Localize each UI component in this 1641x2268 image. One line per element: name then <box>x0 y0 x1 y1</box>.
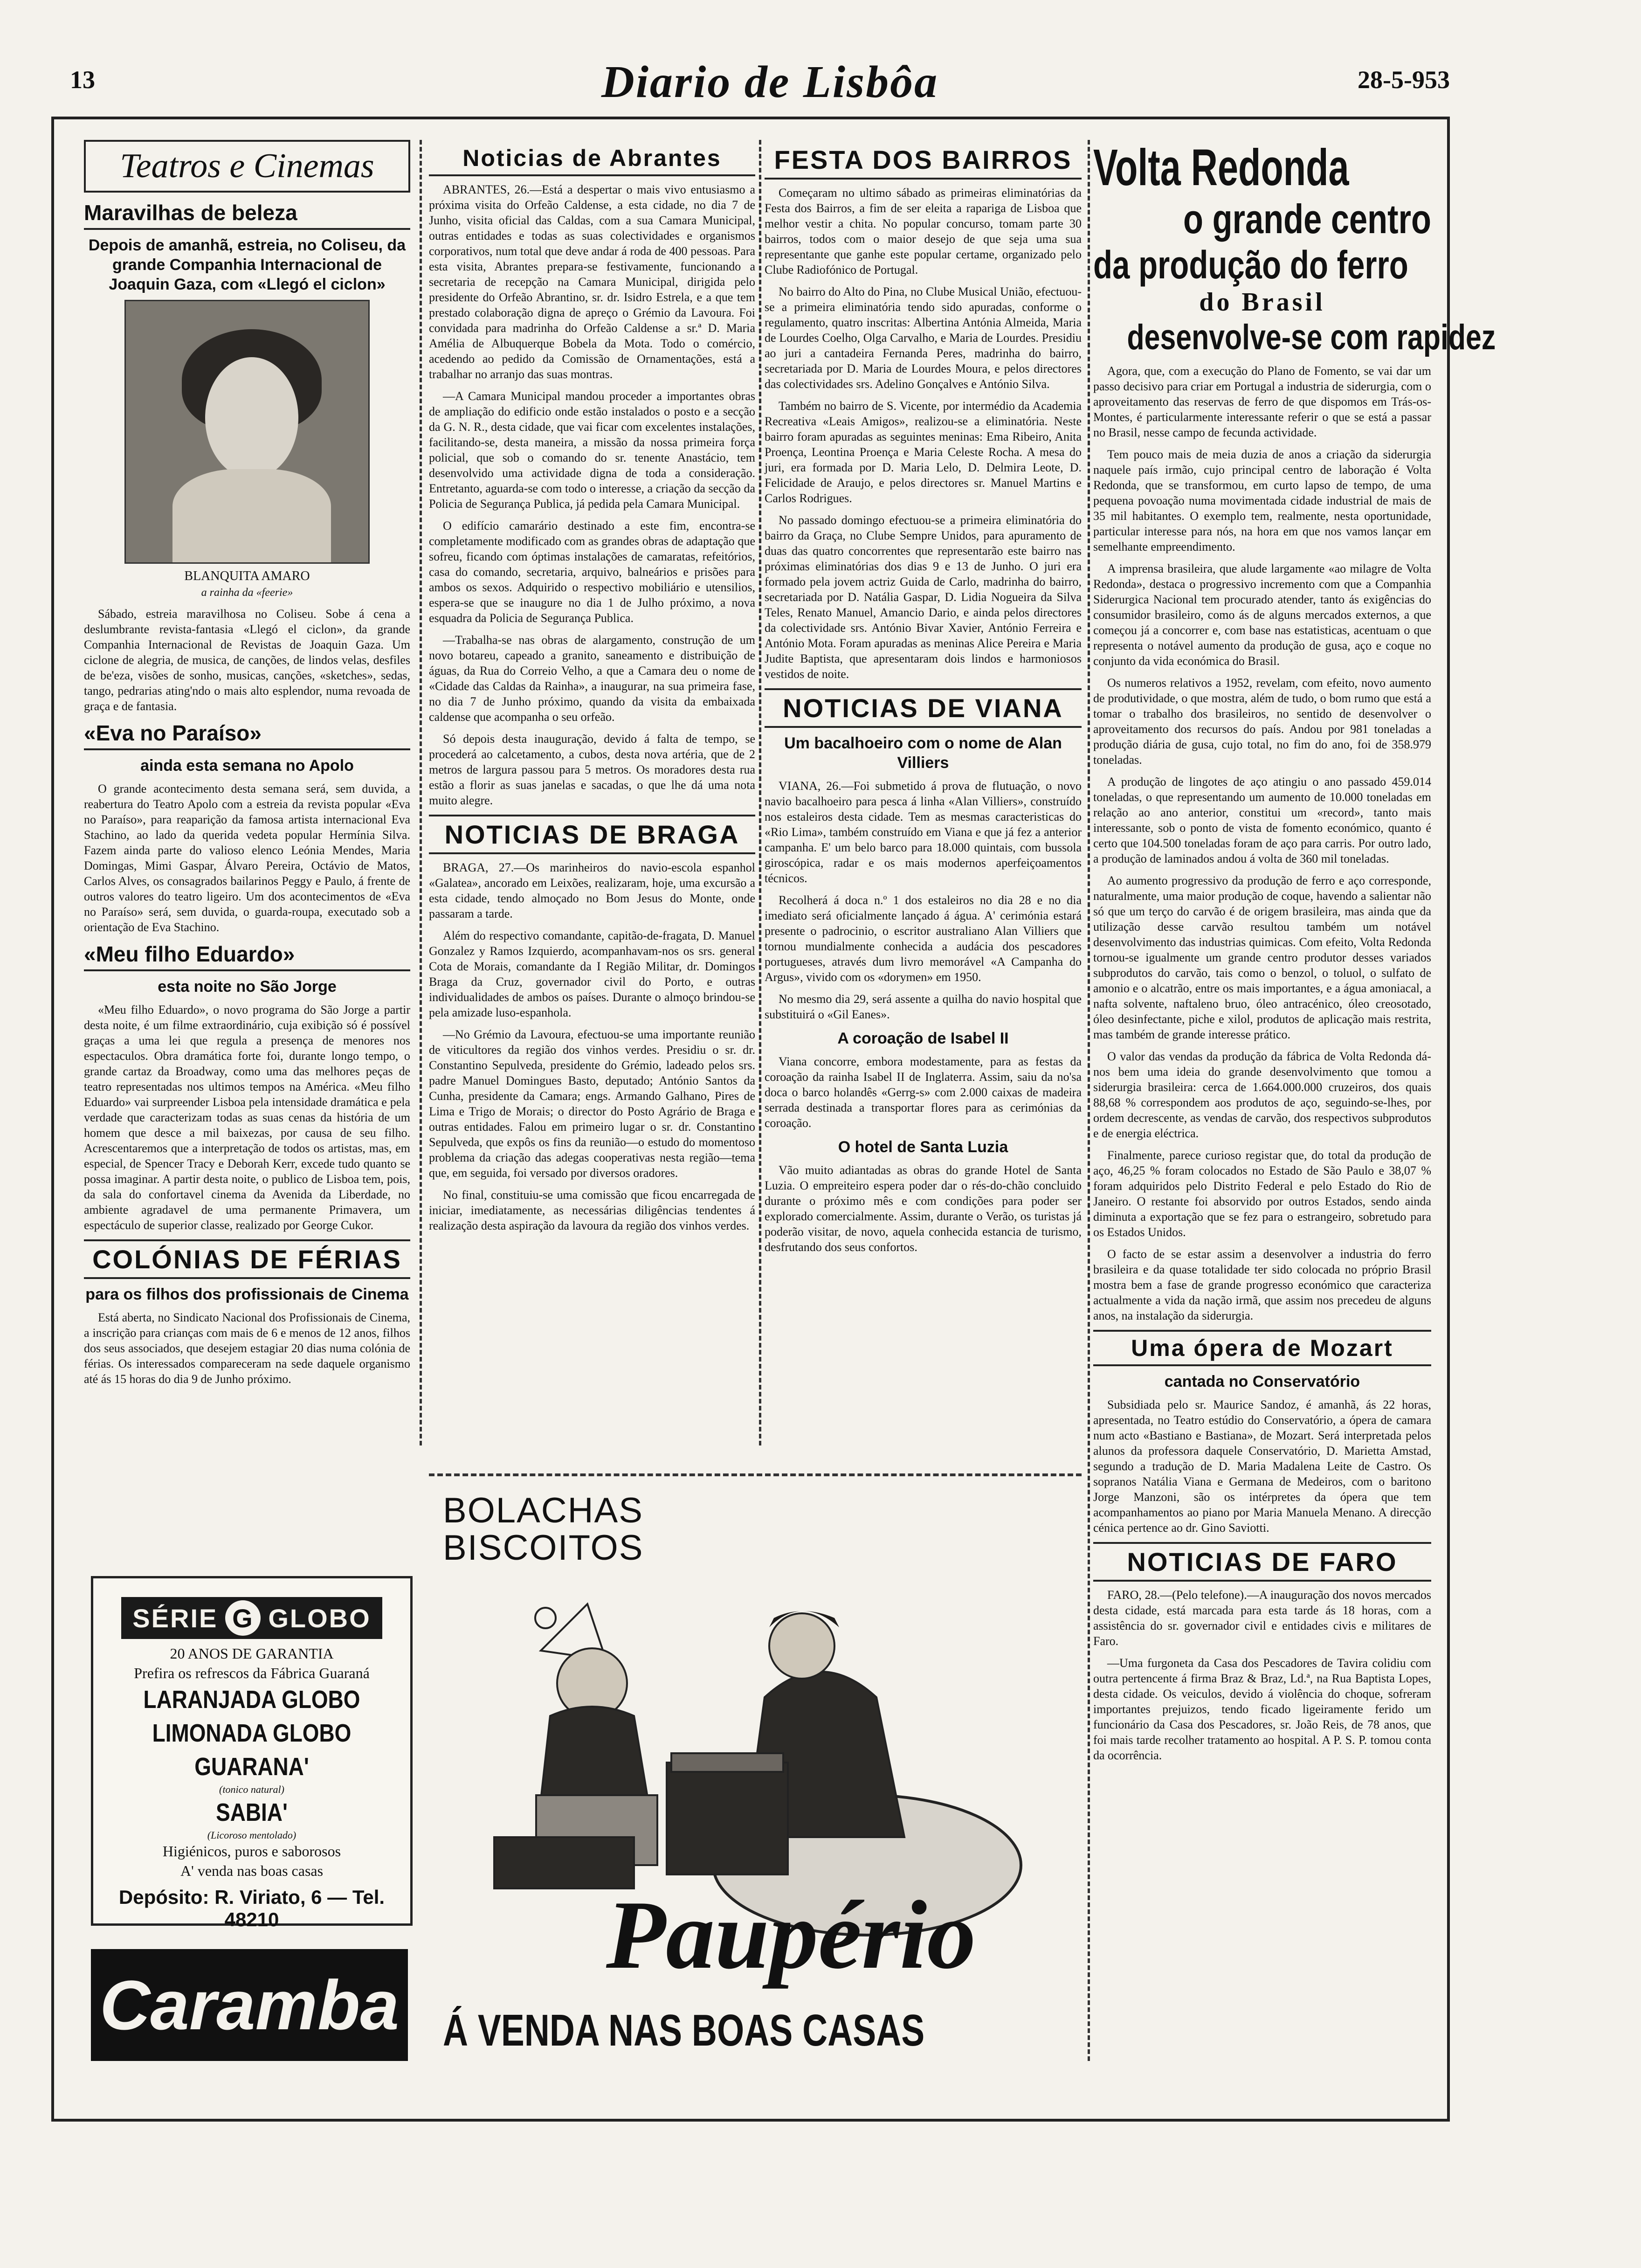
pauperio-advertisement <box>429 1473 1082 2080</box>
ad-heading: BOLACHAS BISCOITOS <box>443 1491 644 1568</box>
section-title: Teatros e Cinemas <box>84 140 410 193</box>
product-note: (tonico natural) <box>219 1784 284 1795</box>
article-paragraph: —No Grémio da Lavoura, efectuou-se uma importante reunião de viticultores da região dos vinhos verdes. Presidiu o sr. dr. Constantino Sepulveda, presidente do Grémio, ladeado pelos srs. padre Manuel Domingues Basto, deputado; António Santos da Cunha, presidente da Camara; engs. Armando Galhano, Pires de Lima e Trigo de Morais; o director do Posto Agrário de Braga e outras entidades. Falou em primeiro lugar o sr. dr. Constantino Sepulveda, que expôs os fins da reunião—o estudo do momentoso problema da criação das adegas cooperativas nesta região—tema que, em seguida, foi versado por diversos oradores. <box>429 1028 755 1180</box>
deck: ainda esta semana no Apolo <box>140 757 354 774</box>
deck: esta noite no São Jorge <box>158 978 337 996</box>
headline: Volta Redonda <box>1093 139 1349 196</box>
article-paragraph: Também no bairro de S. Vicente, por intermédio da Academia Recreativa «Leais Amigos», realizou-se a eliminatória. Neste bairro foram apuradas as seguintes meninas: Ema Ribeiro, Anita Proença, Leontina Proença e Maria Celeste Rocha. A mesa do juri, era formada por D. Maria Lelo, D. Delmira Leote, D. Felicidade de Araujo, e pelos directores sr. Manuel Martins e Carlos Rodrigues. <box>765 399 1082 505</box>
headline: «Meu filho Eduardo» <box>84 941 410 971</box>
column-volta-redonda <box>1093 139 1496 2112</box>
article-paragraph: No bairro do Alto do Pina, no Clube Musical União, efectuou-se a primeira eliminatória tendo sido apuradas, conforme o regulamento, quatro inscritas: Albertina Antónia Almeida, Maria de Lourdes Coelho, Olga Carvalho, e Maria de Lourdes. Presidiu ao juri a cantadeira Fernanda Peres, madrinha do bairro, secretariada por D. Maria de Lourdes Moura, e pelos directores das colectividades srs. Adelino Gonçalves e António Silva. <box>765 285 1082 391</box>
article-paragraph: FARO, 28.—(Pelo telefone).—A inauguração dos novos mercados desta cidade, está marcada para esta tarde ás 18 horas, com a assistência do sr. governador civil e entidades civis e militares de Faro. <box>1093 1588 1431 1648</box>
article-paragraph: ABRANTES, 26.—Está a despertar o mais vivo entusiasmo a próxima visita do Orfeão Caldense, a esta cidade, no dia 7 de Junho, visita oficial das Caldas, com a sua Camara Municipal, outras entidades e todas as suas colectividades e organismos corporativos, num total que deve andar á roda de 400 pessoas. Para esta visita, Abrantes prepara-se festivamente, funcionando a secretaria de recepção na Camara Municipal, dirigida pelo presidente do Orfeão Abrantino, sr. dr. Isidro Estrela, e a que tem prestado colaboração digna de apreço o Grémio da Lavoura. Foi convidada para madrinha do Orfeão Caldense a sr.ª D. Maria Amélia de Albuquerque Bobela da Mota. Todo o comércio, acedendo ao pedido da Comissão de Ornamentações, está a trabalhar no arranjo das suas montras. <box>429 183 755 381</box>
article-paragraph: Viana concorre, embora modestamente, para as festas da coroação da rainha Isabel II de Inglaterra. Assim, saiu da no'sa doca o barco holandês «Gerrg-s» com 2.000 caixas de madeira serrada destinada a transportar flores para as cerimónias da coroação. <box>765 1055 1082 1130</box>
deck: Depois de amanhã, estreia, no Coliseu, da grande Companhia Internacional de Joaquin Gaza, com «Llegó el ciclon» <box>88 236 406 293</box>
article-paragraph: —Trabalha-se nas obras de alargamento, construção de um novo botareu, capeado a granito, saneamento e distribuição de águas, da Rua do Correio Velho, a que a Camara deu o nome de «Cidade das Caldas da Rainha», a inaugurar, na sua primeira fase, no dia 7 de Junho próximo, quando da visita da embaixada caldense que acompanha o seu orfeão. <box>429 633 755 724</box>
headline-sub: da produção do ferro <box>1093 243 1408 287</box>
article-paragraph: A produção de lingotes de aço atingiu o ano passado 459.014 toneladas, o que representando um aumento de 10.000 toneladas em relação ao ano anterior, constitui um «record», tanto mais interessante, sob o ponto de vista de fomento económico, quanto é certo que 104.500 toneladas foram de aço para carris. Por outro lado, a produção de laminados andou á volta de 360 mil toneladas. <box>1093 775 1431 865</box>
caramba-advertisement: Caramba <box>91 1949 408 2061</box>
product-note: (Licoroso mentolado) <box>207 1829 296 1841</box>
article-paragraph: Finalmente, parece curioso registar que, do total da produção de aço, 46,25 % foram colocados no Estado de São Paulo e 38,07 % foram adquiridos pelo Distrito Federal e pelo Estado do Rio de Janeiro. O restante foi absorvido por outros Estados, sendo ainda diminuta a exportação que se fez para o estrangeiro, sobretudo para os Estados Unidos. <box>1093 1148 1431 1239</box>
article-body: «Meu filho Eduardo», o novo programa do São Jorge a partir desta noite, é um filme extraordinário, cuja exibição só é possível graças a uma lei que regula a presença de menores nos espectaculos. Obra dramática forte foi, durante longo tempo, o grande cartaz da Broadway, como uma das melhores peças de teatro representadas nos ultimos tempos na América. «Meu filho Eduardo» vai surpreender Lisboa pela intensidade dramática e pela verdade que caracterizam todas as suas cenas da história de um homem que desce a mil baixezas, por causa de seu filho. Acrescentaremos que a interpretação de todos os artistas, mas, em especial, de Spencer Tracy e Deborah Kerr, excede tudo quanto se possa imaginar. A partir desta noite, o publico de Lisboa tem, pois, da sala do confortavel cinema da Avenida da Liberdade, no ambiente agradavel de uma permanente Primavera, um espectáculo de superior classe, realizado por George Cukor. <box>84 1003 410 1232</box>
headline: NOTICIAS DE BRAGA <box>429 815 755 854</box>
ad-text: A' venda nas boas casas <box>180 1862 324 1879</box>
article-paragraph: Agora, que, com a execução do Plano de Fomento, se vai dar um passo decisivo para criar em Portugal a industria de siderurgia, com o aproveitamento das reservas de ferro de que dispomos em Trás-os-Montes, é particularmente interessante referir o que se está a passar no Brasil, nesse campo de fecunda actividade. <box>1093 364 1431 439</box>
article-paragraph: Começaram no ultimo sábado as primeiras eliminatórias da Festa dos Bairros, a fim de ser eleita a rapariga de Lisboa que melhor vestir a chita. No popular concurso, tomam parte 30 bairros, todos com o maior desejo de que seja uma sua representante que ganhe este popular certame, organizado pelo Clube Radiofónico de Portugal. <box>765 186 1082 277</box>
globo-advertisement <box>91 1576 413 1930</box>
column-rule <box>759 140 761 1445</box>
headline: Maravilhas de beleza <box>84 200 410 230</box>
divider <box>429 1473 1082 1476</box>
article-paragraph: O edifício camarário destinado a este fim, encontra-se completamente modificado com as grandes obras de adaptação que sofreu, ficando com óptimas instalações de camaratas, refeitórios, casa do comando, secretaria, arquivo, balneários e prisões para ambos os sexos. Adquirido o respectivo mobiliário e utensilios, espera-se que se inaugure no dia 1 de Julho próximo, a nova esquadra da Policia de Segurança Publica. <box>429 519 755 625</box>
article-paragraph: Recolherá á doca n.º 1 dos estaleiros no dia 28 e no dia imediato será oficialmente lançado á água. A' cerimónia estará presente o padrocinio, o escritor australiano Alan Villiers que tornou mundialmente conhecida a audácia dos pescadores portugueses, através dum livro memorável «A Campanha do Argus», vivido com os «dorymen» em 1950. <box>765 893 1082 984</box>
column-rule <box>1088 140 1090 2061</box>
article-paragraph: O facto de se estar assim a desenvolver a industria do ferro brasileira e da quase totalidade ter sido colocada no próprio Brasil mostra bem a fase de grande progresso económico que caracteriza actualmente a vida da nação irmã, que assim nos precedeu de alguns anos, na instalação da siderurgia. <box>1093 1247 1431 1322</box>
article-body: Sábado, estreia maravilhosa no Coliseu. Sobe á cena a deslumbrante revista-fantasia «Llegó el ciclon», da grande Companhia Internacional de Revistas de Joaquin Gaza. Um ciclone de alegria, de musica, de canções, de lindos velas, desfiles de be'eza, visões de sonho, musicas, canções, «sketches», sedas, tango, pedrarias ating'ndo o mais alto esplendor, numa revoada de graça e de fantasia. <box>84 607 410 713</box>
headline: Noticias de Abrantes <box>429 142 755 176</box>
article-paragraph: No mesmo dia 29, será assente a quilha do navio hospital que substituirá o «Gil Eanes». <box>765 992 1082 1021</box>
article-paragraph: BRAGA, 27.—Os marinheiros do navio-escola espanhol «Galatea», ancorado em Leixões, realizaram, hoje, uma excursão a esta cidade, tendo almoçado no Bom Jesus do Monte, onde passaram a tarde. <box>429 861 755 920</box>
newspaper-title: Diario de Lisbôa <box>601 57 939 107</box>
headline: NOTICIAS DE VIANA <box>765 688 1082 728</box>
column-teatros <box>84 140 410 1567</box>
article-paragraph: —A Camara Municipal mandou proceder a importantes obras de ampliação do edificio onde estão instalados o posto e a secção da G. N. R., desta cidade, que vai ficar com excelentes instalações, facilitando-se, desta maneira, a missão da nossa primeira força policial, que sob o comando do sr. tenente Anastácio, tem desenvolvido uma actividade digna de toda a consideração. Entretanto, aguarda-se com todo o interesse, a criação da secção da Policia de Segurança Publica, já pedida pela Camara Municipal. <box>429 389 755 511</box>
product-name: LARANJADA GLOBO <box>143 1686 360 1714</box>
article-paragraph: Os numeros relativos a 1952, revelam, com efeito, novo aumento de produtividade, o que mostra, além de tudo, o bom rumo que está a tomar o trabalho dos brasileiros, no sentido de desenvolver o aproveitamento dos recursos do país. Andou por 981 toneladas a produção diária de gusa, cujo total, no fim do ano, foi de 358.979 toneladas. <box>1093 676 1431 767</box>
actress-photo <box>124 300 370 564</box>
article-paragraph: —Uma furgoneta da Casa dos Pescadores de Tavira colidiu com outra pertencente á firma Braz & Braz, Ld.ª, na Rua Baptista Lopes, desta cidade. Os veiculos, devido á violência do choque, sofreram importantes prejuizos, tendo ficado ligeiramente ferido um funcionário da Casa dos Pescadores, sr. João Reis, de 78 anos, que foi mais tarde recolher tratamento ao hospital. A P. S. P. tomou conta da ocorrência. <box>1093 1656 1431 1762</box>
headline: COLÓNIAS DE FÉRIAS <box>84 1239 410 1279</box>
article-paragraph: Só depois desta inauguração, devido á falta de tempo, se procederá ao calcetamento, a cubos, desta nova artéria, que de 2 metros de largura passou para 5 metros. Os moradores desta rua estão a florir as suas janelas e sacadas, o que lhe dá uma nota muito alegre. <box>429 732 755 807</box>
article-body: Está aberta, no Sindicato Nacional dos Profissionais de Cinema, a inscrição para crianças com mais de 6 e menos de 12 anos, filhos dos seus associados, que desejem estagiar 20 dias numa colónia de férias. Os interessados compareceram na sede daquele organismo até ás 15 horas do dia 9 de Junho próximo. <box>84 1311 410 1386</box>
ad-text: 20 ANOS DE GARANTIA <box>170 1645 334 1662</box>
globo-logo: SÉRIE G GLOBO <box>121 1597 382 1639</box>
ad-address: Depósito: R. Viriato, 6 — Tel. 48210 <box>118 1886 385 1930</box>
article-paragraph: Ao aumento progressivo da produção de ferro e aço corresponde, naturalmente, uma maior produção de coque, havendo a salientar não só que um terço do carvão é de origem brasileira, mas ainda que da utilização desse carvão resultou também um notável desenvolvimento das industrias quimicas. Com efeito, Volta Redonda tornou-se igualmente um grande centro produtor desses variados subprodutos do carvão, tais como o benzol, o toluol, o sulfato de amonio e o alcatrão, entre os mais importantes, e a água amoniacal, a nafta solvente, naftaleno bruo, óleo antracénico, óleo creosotado, óleo desinfectante, piche e xilol, produtos de aplicação mais restrita, mas também de grande interesse prático. <box>1093 874 1431 1041</box>
article-paragraph: No passado domingo efectuou-se a primeira eliminatória do bairro da Graça, no Clube Sempre Unidos, para apuramento de duas das quatro concorrentes que representarão este bairro nas próximas eliminatórias dos dias 9 e 13 de Junho. O juri era formado pela jovem actriz Guida de Carlo, madrinha do bairro, secretariada por D. Natália Gaspar, D. Lidia Nogueira da Silva Teles, Renato Manuel, Amancio Dario, e ainda pelos directores da colectividade srs. António Bivar Xavier, António Ferreira e António Mota. Foram apuradas as meninas Alice Pereira e Maria Judite Baptista, que apresentaram dois lindos e harmoniosos vestidos de noite. <box>765 513 1082 681</box>
headline: «Eva no Paraíso» <box>84 720 410 750</box>
article-paragraph: Tem pouco mais de meia duzia de anos a criação da siderurgia naquele país irmão, cujo principal centro de laboração é Volta Redonda, que se transformou, em curto lapso de tempo, de uma pequena povoação numa movimentada cidade industrial de mais de 35 mil habitantes. O exemplo tem, realmente, nesta oportunidade, particular interesse para nós, na hora em que nos vamos lançar em semelhante empreendimento. <box>1093 448 1431 553</box>
masthead <box>0 0 1641 121</box>
headline-sub: o grande centro <box>1183 196 1431 242</box>
product-name: LIMONADA GLOBO <box>152 1719 352 1747</box>
headline: Uma ópera de Mozart <box>1093 1330 1431 1366</box>
article-body: O grande acontecimento desta semana será, sem duvida, a reabertura do Teatro Apolo com a estreia da revista popular «Eva no Paraíso», para reaparição da famosa artista internacional Eva Stachino, ao lado da querida vedeta popular Hermínia Silva. Fazem ainda parte do valioso elenco Leónia Mendes, Maria Domingas, Mimi Gaspar, Álvaro Pereira, Octávio de Matos, Carlos Alves, os consagrados bailarinos Peggy e Paulo, á frente de outros valores do teatro ligeiro. Um dos acontecimentos de «Eva no Paraíso» será, sem duvida, o guarda-roupa, executado sob a orientação de Eva Stachino. <box>84 782 410 934</box>
ad-text: Higiénicos, puros e saborosos <box>162 1843 341 1860</box>
headline-sub: do Brasil <box>1199 288 1325 317</box>
deck: Um bacalhoeiro com o nome de Alan Villiers <box>784 734 1062 772</box>
article-paragraph: VIANA, 26.—Foi submetido á prova de flutuação, o novo navio bacalhoeiro para pesca á linha «Alan Villiers», construído nos estaleiros desta cidade. Tem as mesmas caracteristicas do «Rio Lima», também construído em Viana e que já fez a anterior campanha. E' um belo barco para 18.000 quintais, com bussola giroscópica, radar e os mais modernos aperfeiçoamentos técnicos. <box>765 779 1082 885</box>
globo-g-icon: G <box>225 1600 261 1636</box>
page-number: 13 <box>70 66 95 94</box>
article-paragraph: Subsidiada pelo sr. Maurice Sandoz, é amanhã, ás 22 horas, apresentada, no Teatro estúdio do Conservatório, a ópera de camara num acto «Bastiano e Bastiana», de Mozart. Será interpretada pelos alunos da professora daquele Conservatório, D. Marietta Amstad, segundo a tradução de D. Maria Madalena Leite de Castro. Os sopranos Natália Viana e Germana de Medeiros, com o baritono Jorge Manzoni, são os intérpretes da ópera que tem acompanhamentos ao piano por Maria Manuela Menano. A direcção cénica pertence ao dr. Gino Saviotti. <box>1093 1398 1431 1535</box>
product-name: SABIA' <box>216 1798 288 1826</box>
article-paragraph: Vão muito adiantadas as obras do grande Hotel de Santa Luzia. O empreiteiro espera poder dar o rés-do-chão concluido durante o próximo mês e com condições para poder ser explorado comercialmente. Assim, durante o Verão, os turistas já poderão visitar, de novo, aquela conhecida estancia de turismo, desfrutando dos seus confortos. <box>765 1163 1082 1254</box>
column-abrantes-braga <box>429 140 755 1464</box>
article-paragraph: Além do respectivo comandante, capitão-de-fragata, D. Manuel Gonzalez y Ramos Izquierdo, acompanhavam-nos os srs. general Cota de Morais, comandante da I Região Militar, dr. Domingos Braga da Cruz, governador civil do Porto, e outras individualidades de ambos os países. Durante o almoço brindou-se pela amizade luso-espanhola. <box>429 929 755 1019</box>
ad-text: Prefira os refrescos da Fábrica Guaraná <box>134 1665 370 1681</box>
subheading: A coroação de Isabel II <box>837 1030 1009 1047</box>
headline: NOTICIAS DE FARO <box>1093 1542 1431 1582</box>
deck: cantada no Conservatório <box>1164 1373 1360 1390</box>
article-paragraph: O valor das vendas da produção da fábrica de Volta Redonda dá-nos bem uma ideia do grande desenvolvimento que tomou a siderurgia brasileira: cerca de 1.664.000.000 cruzeiros, dos quais 88,68 % correspondem aos produtos de aço, seguindo-se-lhes, por ordem decrescente, as vendas de carvão, dos respectivos subprodutos e de energia eléctrica. <box>1093 1050 1431 1140</box>
article-paragraph: No final, constituiu-se uma comissão que ficou encarregada de iniciar, imediatamente, as necessárias diligências tendentes á realização desta aspiração da lavoura da região dos vinhos verdes. <box>429 1188 755 1232</box>
subheading: O hotel de Santa Luzia <box>838 1138 1008 1156</box>
column-bairros-viana <box>765 140 1082 1464</box>
headline-sub: desenvolve-se com rapidez <box>1127 318 1496 357</box>
issue-date: 28-5-953 <box>1358 66 1450 94</box>
pauperio-logo: Paupério <box>606 1881 976 1989</box>
deck: para os filhos dos profissionais de Cinema <box>85 1286 409 1303</box>
ad-footer: Á VENDA NAS BOAS CASAS <box>443 2005 925 2055</box>
column-rule <box>420 140 422 1445</box>
photo-caption: BLANQUITA AMARO a rainha da «feerie» <box>184 569 310 599</box>
article-paragraph: A imprensa brasileira, que alude largamente «ao milagre de Volta Redonda», destaca o progressivo incremento com que a Companhia Siderurgica Nacional tem procurado atender, tanto ás exigências do consumidor brasileiro, como ás de alguns mercados externos, a que começou já a concorrer e, com base nas estatisticas, acentuam o que representa o notável aumento da produção de gusa, aço e coque no conjunto da vida económica do Brasil. <box>1093 562 1431 668</box>
headline: FESTA DOS BAIRROS <box>765 142 1082 180</box>
product-name: GUARANA' <box>194 1753 309 1781</box>
